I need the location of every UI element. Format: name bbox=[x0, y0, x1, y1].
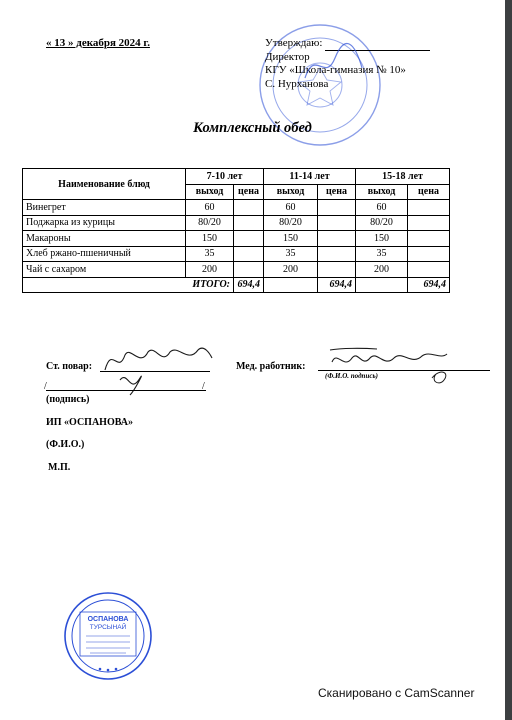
total-value: 694,4 bbox=[408, 277, 450, 293]
total-value: 694,4 bbox=[318, 277, 356, 293]
cell bbox=[234, 200, 264, 216]
cell: 80/20 bbox=[356, 215, 408, 231]
cell: 80/20 bbox=[186, 215, 234, 231]
company-name: ИП «ОСПАНОВА» bbox=[46, 417, 133, 428]
scrollbar[interactable] bbox=[505, 0, 512, 720]
approval-line-4: С. Нурханова bbox=[265, 77, 329, 90]
sub-header-price: цена bbox=[234, 184, 264, 200]
dish-name: Поджарка из курицы bbox=[23, 215, 186, 231]
slash-right: / bbox=[202, 381, 205, 392]
cell: 35 bbox=[356, 246, 408, 262]
sub-header-output: выход bbox=[356, 184, 408, 200]
cell bbox=[408, 262, 450, 278]
approval-line-2: Директор bbox=[265, 50, 310, 63]
cell bbox=[318, 262, 356, 278]
cell bbox=[234, 246, 264, 262]
age-group-header: 11-14 лет bbox=[264, 169, 356, 185]
sub-header-price: цена bbox=[408, 184, 450, 200]
cook-name-line bbox=[46, 390, 206, 391]
cell bbox=[408, 215, 450, 231]
slash-left: / bbox=[44, 381, 47, 392]
total-value: 694,4 bbox=[234, 277, 264, 293]
cook-signature-icon bbox=[100, 340, 215, 400]
cell: 60 bbox=[356, 200, 408, 216]
sub-header-price: цена bbox=[318, 184, 356, 200]
age-group-header: 7-10 лет bbox=[186, 169, 264, 185]
table-row bbox=[23, 231, 450, 247]
page-title: Комплексный обед bbox=[193, 120, 312, 136]
sub-header-output: выход bbox=[264, 184, 318, 200]
total-label: ИТОГО: bbox=[23, 277, 234, 293]
age-group-header: 15-18 лет bbox=[356, 169, 450, 185]
cell: 150 bbox=[186, 231, 234, 247]
seal-text: ТУРСЫНАЙ bbox=[89, 624, 127, 631]
table-row bbox=[23, 262, 450, 278]
cell bbox=[318, 200, 356, 216]
sub-header-output: выход bbox=[186, 184, 234, 200]
cell bbox=[356, 277, 408, 293]
cell: 35 bbox=[186, 246, 234, 262]
cell: 60 bbox=[264, 200, 318, 216]
cell bbox=[318, 246, 356, 262]
dish-name: Макароны bbox=[23, 231, 186, 247]
cell bbox=[264, 277, 318, 293]
mp-label: М.П. bbox=[48, 462, 71, 473]
cell: 150 bbox=[356, 231, 408, 247]
cell bbox=[318, 231, 356, 247]
table-header-row bbox=[23, 169, 450, 185]
seal-text: ОСПАНОВА bbox=[87, 616, 129, 623]
cell: 200 bbox=[264, 262, 318, 278]
dish-name: Чай с сахаром bbox=[23, 262, 186, 278]
cell: 35 bbox=[264, 246, 318, 262]
approval-line-1: Утверждаю: bbox=[265, 37, 430, 51]
cell bbox=[408, 200, 450, 216]
medic-caption: (Ф.И.О. подпись) bbox=[325, 372, 378, 380]
cell bbox=[408, 246, 450, 262]
document-date: « 13 » декабря 2024 г. bbox=[46, 37, 150, 49]
cook-label: Ст. повар: bbox=[46, 361, 93, 372]
dish-name: Хлеб ржано-пшеничный bbox=[23, 246, 186, 262]
cell: 150 bbox=[264, 231, 318, 247]
medic-signature-icon bbox=[322, 340, 462, 388]
medic-label: Мед. работник: bbox=[236, 361, 306, 372]
cell: 200 bbox=[356, 262, 408, 278]
cell bbox=[318, 215, 356, 231]
camscanner-label: Сканировано с CamScanner bbox=[318, 686, 475, 700]
cell: 200 bbox=[186, 262, 234, 278]
menu-table bbox=[22, 168, 450, 293]
fio-caption: (Ф.И.О.) bbox=[46, 439, 85, 450]
sign-caption: (подпись) bbox=[46, 394, 90, 405]
table-row bbox=[23, 200, 450, 216]
approval-line-3: КГУ «Школа-гимназия № 10» bbox=[265, 64, 406, 76]
col-dish-name: Наименование блюд bbox=[23, 169, 186, 200]
director-signature-icon bbox=[300, 38, 370, 88]
cell: 60 bbox=[186, 200, 234, 216]
total-row bbox=[23, 277, 450, 293]
cell bbox=[234, 215, 264, 231]
cell bbox=[234, 262, 264, 278]
cell bbox=[234, 231, 264, 247]
table-row bbox=[23, 215, 450, 231]
company-seal-icon bbox=[62, 590, 154, 682]
cell: 80/20 bbox=[264, 215, 318, 231]
cell bbox=[408, 231, 450, 247]
dish-name: Винегрет bbox=[23, 200, 186, 216]
table-row bbox=[23, 246, 450, 262]
